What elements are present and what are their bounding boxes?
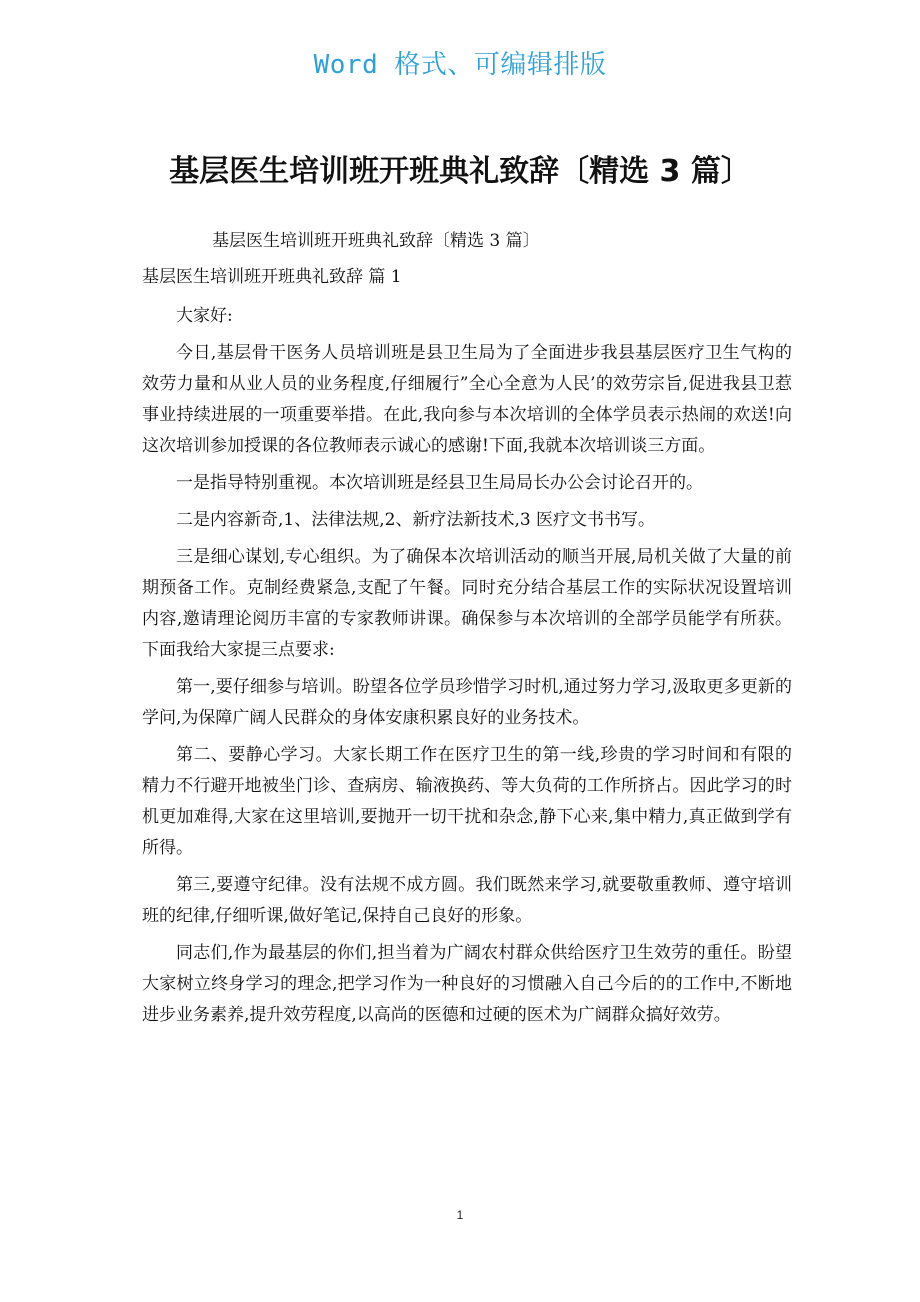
point-two-paragraph: 二是内容新奇,1、法律法规,2、新疗法新技术,3 医疗文书书写。	[176, 510, 656, 530]
intro-paragraph: 今日,基层骨干医务人员培训班是县卫生局为了全面进步我县基层医疗卫生气构的效劳力量和从业人员的业务程度,仔细履行”全心全意为人民’的效劳宗旨,促进我县卫惹事业持续进展的一项重要举措。在此,我向参与本次培训的全体学员表示热闹的欢送!向这次培训参加授课的各位教师表示诚心的感谢!下面,我就本次培训谈三方面。	[142, 343, 792, 456]
document-subtitle: 基层医生培训班开班典礼致辞〔精选 3 篇〕	[212, 231, 540, 251]
document-body	[142, 226, 792, 1037]
page-number: 1	[456, 1208, 464, 1222]
point-one-paragraph: 一是指导特别重视。本次培训班是经县卫生局局长办公会讨论召开的。	[176, 473, 703, 493]
document-title: 基层医生培训班开班典礼致辞〔精选 3 篇〕	[169, 154, 751, 189]
closing-paragraph: 同志们,作为最基层的你们,担当着为广阔农村群众供给医疗卫生效劳的重任。盼望大家树立终身学习的理念,把学习作为一种良好的习惯融入自己今后的的工作中,不断地进步业务素养,提升效劳程度,以高尚的医德和过硬的医术为广阔群众搞好效劳。	[142, 943, 792, 1025]
requirement-one-paragraph: 第一,要仔细参与培训。盼望各位学员珍惜学习时机,通过努力学习,汲取更多更新的学问,为保障广阔人民群众的身体安康积累良好的业务技术。	[142, 677, 792, 728]
section-title: 基层医生培训班开班典礼致辞 篇 1	[142, 267, 402, 287]
requirement-three-paragraph: 第三,要遵守纪律。没有法规不成方圆。我们既然来学习,就要敬重教师、遵守培训班的纪律,仔细听课,做好笔记,保持自己良好的形象。	[142, 875, 792, 926]
point-three-paragraph: 三是细心谋划,专心组织。为了确保本次培训活动的顺当开展,局机关做了大量的前期预备工作。克制经费紧急,支配了午餐。同时充分结合基层工作的实际状况设置培训内容,邀请理论阅历丰富的专家教师讲课。确保参与本次培训的全部学员能学有所获。下面我给大家提三点要求:	[142, 547, 792, 660]
greeting-paragraph: 大家好:	[176, 306, 233, 326]
requirement-two-paragraph: 第二、要静心学习。大家长期工作在医疗卫生的第一线,珍贵的学习时间和有限的精力不行避开地被坐门诊、查病房、输液换药、等大负荷的工作所挤占。因此学习的时机更加难得,大家在这里培训,要抛开一切干扰和杂念,静下心来,集中精力,真正做到学有所得。	[142, 745, 792, 858]
header-banner: Word 格式、可编辑排版	[313, 50, 607, 80]
